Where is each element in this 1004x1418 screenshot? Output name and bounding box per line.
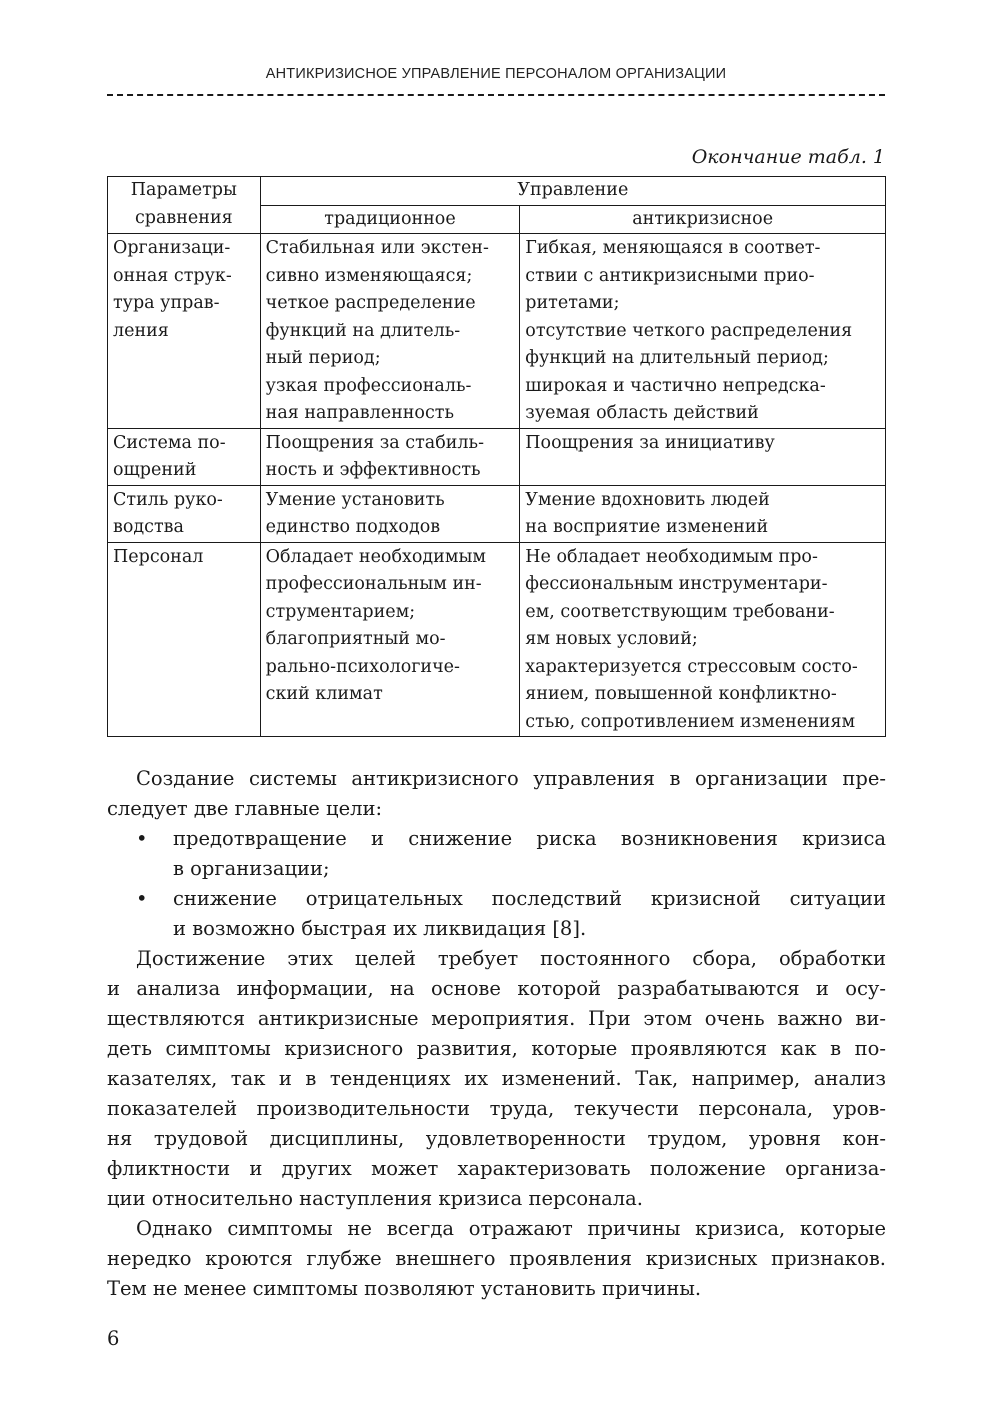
text-line: снижение отрицательных последствий кризисной ситуации <box>173 887 886 910</box>
header-anticrisis: антикризисное <box>520 205 886 234</box>
cell-line: сивно изменяющаяся; <box>265 265 473 286</box>
text-line: Тем не менее симптомы позволяют установить причины. <box>107 1277 702 1300</box>
cell-line: на восприятие изменений <box>525 517 769 537</box>
bullet-item <box>107 824 886 884</box>
text-line: ществляются антикризисные мероприятия. При этом очень важно ви- <box>107 1007 886 1030</box>
cell-line: узкая профессиональ- <box>265 375 472 396</box>
cell-line: Стабильная или экстен- <box>265 238 489 258</box>
cell-line: единство подходов <box>265 517 441 537</box>
cell-line: Умение вдохновить людей <box>525 489 770 510</box>
bullet-text <box>173 824 886 884</box>
cell-line: широкая и частично непредска- <box>525 375 826 396</box>
cell-line: зуемая область действий <box>525 403 759 423</box>
cell-line: ления <box>113 320 169 341</box>
cell-line: Организаци- <box>113 238 231 258</box>
cell-line: ям новых условий; <box>525 629 698 649</box>
bullet-item <box>107 884 886 944</box>
header-traditional: традиционное <box>260 205 520 234</box>
text-line: и анализа информации, на основе которой разрабатываются и осу- <box>107 977 886 1000</box>
cell-line: Система по- <box>113 432 226 453</box>
cell-line: ритетами; <box>525 293 620 313</box>
header-param-line: сравнения <box>134 207 233 228</box>
cell-line: струментарием; <box>265 601 416 622</box>
bullet-icon: • <box>136 887 148 910</box>
running-head: АНТИКРИЗИСНОЕ УПРАВЛЕНИЕ ПЕРСОНАЛОМ ОРГАНИЗАЦИИ <box>265 66 727 82</box>
cell-anticrisis <box>520 428 886 485</box>
text-line: ня трудовой дисциплины, удовлетворенности трудом, уровня кон- <box>107 1127 886 1150</box>
cell-line: ность и эффективность <box>265 460 481 480</box>
text-line: фликтности и других может характеризовать положение организа- <box>107 1157 886 1180</box>
cell-line: стью, сопротивлением изменениям <box>525 711 856 732</box>
cell-line: благоприятный мо- <box>265 629 446 649</box>
cell-line: отсутствие четкого распределения <box>525 320 853 341</box>
text-line: Создание системы антикризисного управления в организации пре- <box>136 767 886 790</box>
cell-anticrisis <box>520 485 886 542</box>
cell-traditional <box>260 485 520 542</box>
cell-line: водства <box>113 517 184 537</box>
cell-line: янием, повышенной конфликтно- <box>525 684 837 704</box>
cell-traditional <box>260 234 520 429</box>
text-line: казателях, так и в тенденциях их изменений. Так, например, анализ <box>107 1067 886 1090</box>
bullet-icon: • <box>136 827 148 850</box>
bullet-text <box>173 884 886 944</box>
cell-line: функций на длительный период; <box>525 348 829 368</box>
cell-param <box>108 234 261 429</box>
header-param <box>108 177 261 234</box>
table-caption: Окончание табл. 1 <box>691 146 885 168</box>
table-row <box>108 485 886 542</box>
cell-line: Гибкая, меняющаяся в соответ- <box>525 238 821 258</box>
table-header-row-1 <box>108 177 886 206</box>
header-rule <box>107 94 885 96</box>
table-row <box>108 428 886 485</box>
cell-line: функций на длитель- <box>265 320 461 341</box>
cell-line: Не обладает необходимым про- <box>525 546 818 567</box>
cell-line: онная струк- <box>113 265 232 286</box>
text-line: нередко кроются глубже внешнего проявления кризисных признаков. <box>107 1247 886 1270</box>
header-param-line: Параметры <box>130 180 237 200</box>
paragraph-2 <box>107 944 886 1214</box>
header-management: Управление <box>260 177 885 206</box>
cell-line: ем, соответствующим требовани- <box>525 601 835 622</box>
cell-line: ский климат <box>265 684 383 704</box>
text-line: деть симптомы кризисного развития, которые проявляются как в по- <box>107 1037 886 1060</box>
cell-line: ощрений <box>113 460 197 480</box>
cell-anticrisis <box>520 234 886 429</box>
text-line: показателей производительности труда, текучести персонала, уров- <box>107 1097 886 1120</box>
cell-line: фессиональным инструментари- <box>525 574 828 594</box>
cell-traditional <box>260 428 520 485</box>
cell-line: Персонал <box>113 546 204 567</box>
comparison-table <box>107 176 886 737</box>
text-line: Однако симптомы не всегда отражают причины кризиса, которые <box>136 1217 886 1240</box>
cell-traditional <box>260 542 520 737</box>
text-line: Достижение этих целей требует постоянного сбора, обработки <box>136 947 886 970</box>
table-row <box>108 234 886 429</box>
page-number: 6 <box>107 1327 120 1350</box>
text-line: ции относительно наступления кризиса персонала. <box>107 1187 643 1210</box>
cell-param <box>108 428 261 485</box>
cell-line: четкое распределение <box>265 293 476 313</box>
cell-line: Стиль руко- <box>113 489 223 510</box>
paragraph-1 <box>107 764 886 824</box>
text-line: и возможно быстрая их ликвидация [8]. <box>173 917 587 940</box>
cell-line: профессиональным ин- <box>265 574 482 594</box>
cell-line: характеризуется стрессовым состо- <box>525 656 858 677</box>
cell-line: ная направленность <box>265 403 454 423</box>
body-text <box>107 764 886 1304</box>
cell-line: Поощрения за инициативу <box>525 432 775 453</box>
cell-line: Поощрения за стабиль- <box>265 432 484 453</box>
cell-param <box>108 485 261 542</box>
cell-line: Обладает необходимым <box>265 546 487 567</box>
paragraph-3 <box>107 1214 886 1304</box>
cell-line: ный период; <box>265 348 381 368</box>
text-line: в организации; <box>173 857 330 880</box>
cell-line: тура управ- <box>113 293 220 313</box>
cell-param <box>108 542 261 737</box>
cell-line: Умение установить <box>265 489 445 510</box>
table-row <box>108 542 886 737</box>
text-line: предотвращение и снижение риска возникновения кризиса <box>173 827 886 850</box>
cell-anticrisis <box>520 542 886 737</box>
text-line: следует две главные цели: <box>107 797 383 820</box>
cell-line: рально-психологиче- <box>265 656 460 677</box>
cell-line: ствии с антикризисными прио- <box>525 265 815 286</box>
